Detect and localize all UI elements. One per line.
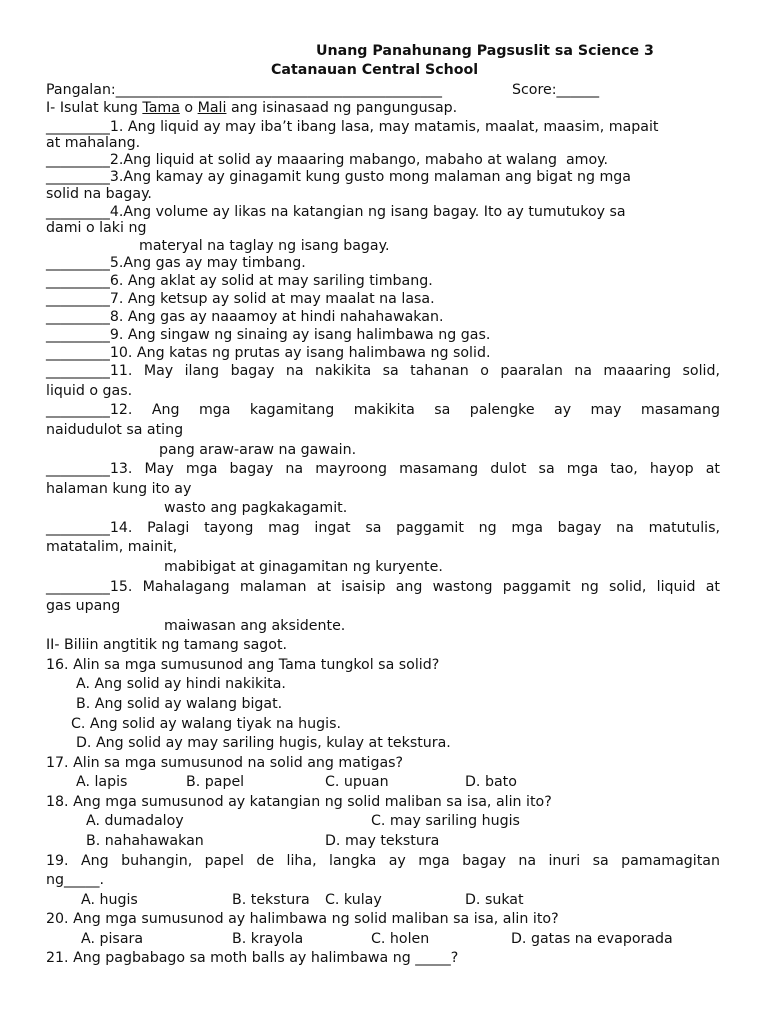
question-16-option-c: C. Ang solid ay walang tiyak na hugis. — [71, 716, 341, 732]
question-17-option-b: B. papel — [186, 774, 245, 790]
question-19-option-a: A. hugis — [81, 892, 138, 908]
item-7: _________7. Ang ketsup ay solid at may maalat na lasa. — [46, 291, 435, 307]
question-18-option-c: C. may sariling hugis — [371, 813, 520, 829]
question-16: 16. Alin sa mga sumusunod ang Tama tungkol sa solid? — [46, 657, 440, 673]
item-5: _________5.Ang gas ay may timbang. — [46, 255, 306, 271]
item-9: _________9. Ang singaw ng sinaing ay isang halimbawa ng gas. — [46, 327, 491, 343]
item-15-line-3: maiwasan ang aksidente. — [164, 618, 346, 634]
question-18: 18. Ang mga sumusunod ay katangian ng solid maliban sa isa, alin ito? — [46, 794, 552, 810]
item-15-line-1: _________15. Mahalagang malaman at isaisip ang wastong paggamit ng solid, liquid at — [46, 579, 720, 595]
question-16-option-b: B. Ang solid ay walang bigat. — [76, 696, 283, 712]
item-3-line-1: _________3.Ang kamay ay ginagamit kung gusto mong malaman ang bigat ng mga — [46, 169, 631, 185]
question-16-option-a: A. Ang solid ay hindi nakikita. — [76, 676, 286, 692]
question-20-option-d: D. gatas na evaporada — [511, 931, 673, 947]
item-8: _________8. Ang gas ay naaamoy at hindi nahahawakan. — [46, 309, 444, 325]
score-field-label: Score:______ — [512, 82, 600, 98]
name-field-label: Pangalan:______________________________________________ — [46, 82, 443, 98]
part1-instruction — [46, 100, 457, 117]
item-4-line-1: _________4.Ang volume ay likas na katangian ng isang bagay. Ito ay tumutukoy sa — [46, 204, 626, 220]
question-19-option-c: C. kulay — [325, 892, 382, 908]
item-10: _________10. Ang katas ng prutas ay isang halimbawa ng solid. — [46, 345, 491, 361]
item-13-line-3: wasto ang pagkakagamit. — [164, 500, 348, 516]
item-12-line-3: pang araw-araw na gawain. — [159, 442, 357, 458]
title-line-2: Catanauan Central School — [271, 62, 479, 78]
question-18-option-d: D. may tekstura — [325, 833, 440, 849]
instr-text-c: ang isinasaad ng pangungusap. — [226, 100, 458, 116]
item-14-line-1: _________14. Palagi tayong mag ingat sa paggamit ng mga bagay na matutulis, — [46, 520, 720, 536]
instr-mali: Mali — [197, 100, 227, 116]
item-12-line-1: _________12. Ang mga kagamitang makikita sa palengke ay may masamang — [46, 402, 720, 418]
item-14-line-3: mabibigat at ginagamitan ng kuryente. — [164, 559, 443, 575]
question-18-option-b: B. nahahawakan — [86, 833, 204, 849]
item-11-line-2: liquid o gas. — [46, 383, 133, 399]
item-4-line-2: dami o laki ng — [46, 220, 147, 236]
instr-text-b: o — [179, 100, 198, 116]
question-19-line-1: 19. Ang buhangin, papel de liha, langka ay mga bagay na inuri sa pamamagitan — [46, 853, 720, 869]
question-21: 21. Ang pagbabago sa moth balls ay halimbawa ng _____? — [46, 950, 459, 966]
item-11-line-1: _________11. May ilang bagay na nakikita sa tahanan o paaralan na maaaring solid, — [46, 363, 720, 379]
question-17-option-c: C. upuan — [325, 774, 389, 790]
item-14-line-2: matatalim, mainit, — [46, 539, 178, 555]
item-12-line-2: naidudulot sa ating — [46, 422, 184, 438]
item-1-line-2: at mahalang. — [46, 135, 141, 151]
question-17-option-a: A. lapis — [76, 774, 128, 790]
instr-text-a: I- Isulat kung — [46, 100, 143, 116]
question-17: 17. Alin sa mga sumusunod na solid ang matigas? — [46, 755, 404, 771]
question-18-option-a: A. dumadaloy — [86, 813, 184, 829]
item-3-line-2: solid na bagay. — [46, 186, 152, 202]
item-2: _________2.Ang liquid at solid ay maaaring mabango, mabaho at walang amoy. — [46, 152, 609, 168]
question-20: 20. Ang mga sumusunod ay halimbawa ng solid maliban sa isa, alin ito? — [46, 911, 559, 927]
question-17-option-d: D. bato — [465, 774, 517, 790]
question-20-option-b: B. krayola — [232, 931, 304, 947]
instr-tama: Tama — [142, 100, 180, 116]
question-19-option-d: D. sukat — [465, 892, 524, 908]
question-20-option-a: A. pisara — [81, 931, 144, 947]
question-16-option-d: D. Ang solid ay may sariling hugis, kulay at tekstura. — [76, 735, 451, 751]
item-13-line-2: halaman kung ito ay — [46, 481, 192, 497]
title-line-1: Unang Panahunang Pagsuslit sa Science 3 — [316, 43, 654, 59]
part2-instruction: II- Biliin angtitik ng tamang sagot. — [46, 637, 288, 653]
item-1-line-1: _________1. Ang liquid ay may iba’t ibang lasa, may matamis, maalat, maasim, mapait — [46, 119, 659, 135]
item-4-line-3: materyal na taglay ng isang bagay. — [139, 238, 390, 254]
item-13-line-1: _________13. May mga bagay na mayroong masamang dulot sa mga tao, hayop at — [46, 461, 720, 477]
question-20-option-c: C. holen — [371, 931, 430, 947]
item-6: _________6. Ang aklat ay solid at may sariling timbang. — [46, 273, 433, 289]
question-19-option-b: B. tekstura — [232, 892, 310, 908]
item-15-line-2: gas upang — [46, 598, 121, 614]
question-19-line-2: ng_____. — [46, 872, 104, 888]
